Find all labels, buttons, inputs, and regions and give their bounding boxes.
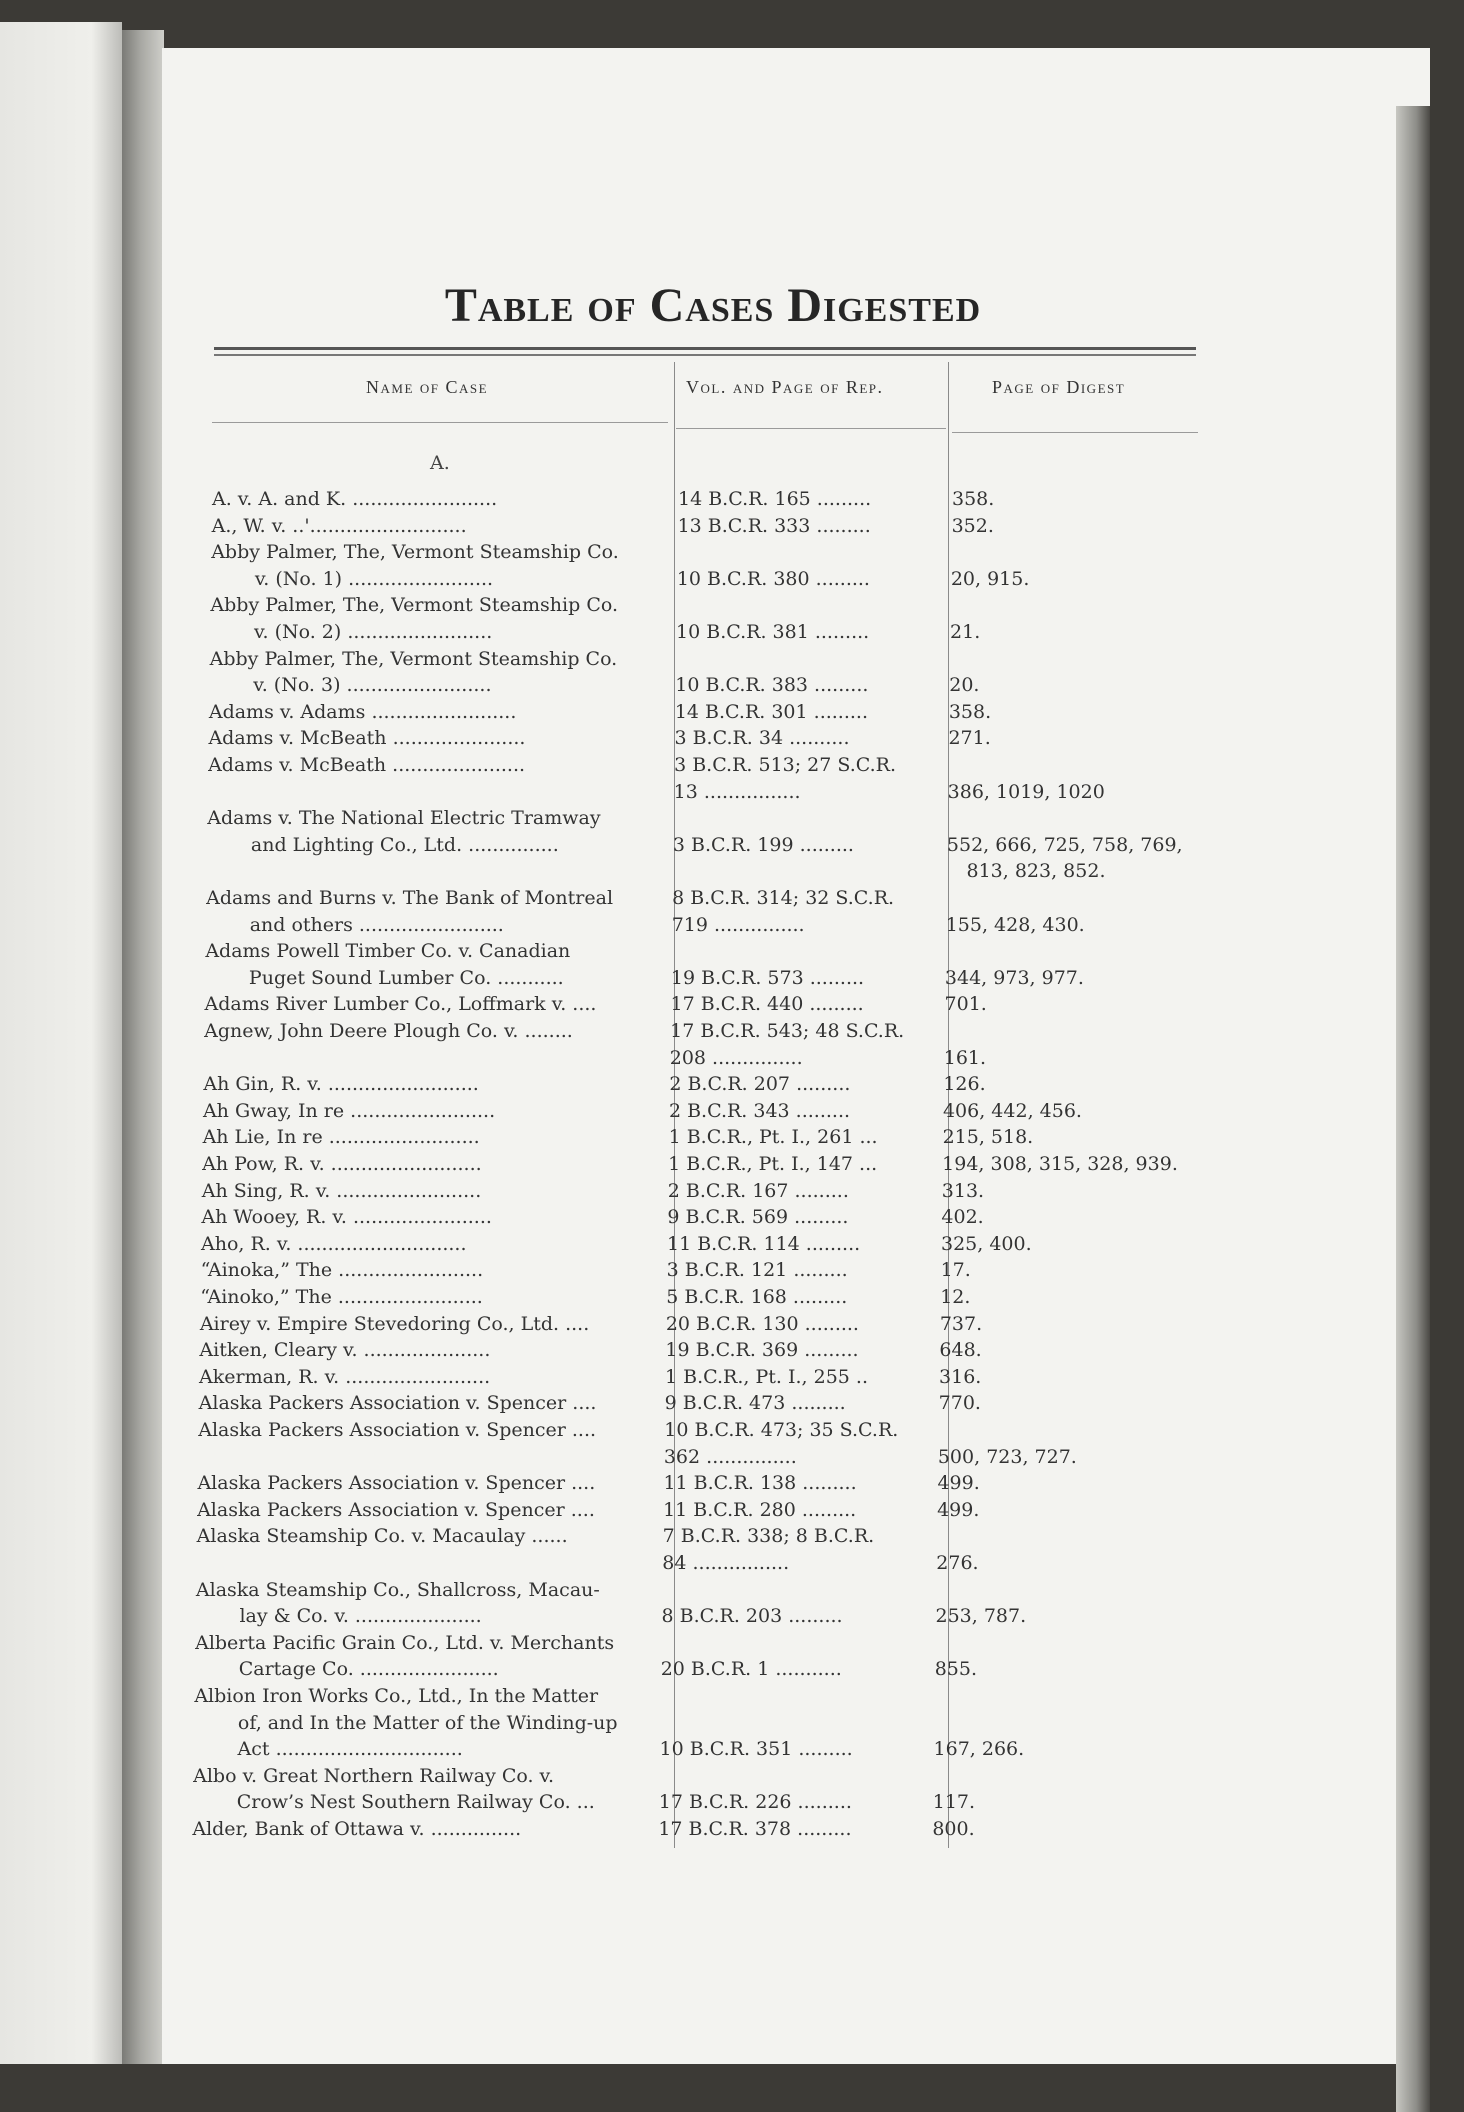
case-name: Abby Palmer, The, Vermont Steamship Co. xyxy=(211,541,619,563)
digest-page: 117. xyxy=(932,1791,976,1813)
report-reference: 17 B.C.R. 226 ......... xyxy=(658,1791,852,1813)
case-name: Crow’s Nest Southern Railway Co. ... xyxy=(236,1791,595,1813)
report-reference: 13 B.C.R. 333 ......... xyxy=(677,515,871,537)
case-name: Alaska Steamship Co., Shallcross, Macau- xyxy=(195,1579,600,1601)
case-name: Cartage Co. ....................... xyxy=(238,1658,499,1680)
case-name: Akerman, R. v. ........................ xyxy=(199,1366,491,1388)
digest-page: 499. xyxy=(937,1472,980,1494)
case-name: v. (No. 1) ........................ xyxy=(254,568,494,590)
case-name: Alaska Packers Association v. Spencer .... xyxy=(198,1419,597,1441)
digest-page: 276. xyxy=(936,1552,979,1574)
report-reference: 719 ............... xyxy=(671,914,805,936)
book-gutter xyxy=(122,30,164,2064)
digest-page: 500, 723, 727. xyxy=(937,1446,1077,1468)
case-name: and others ........................ xyxy=(249,914,504,936)
digest-page: 313. xyxy=(941,1180,985,1202)
report-reference: 9 B.C.R. 569 ......... xyxy=(667,1206,849,1228)
report-reference: 8 B.C.R. 203 ......... xyxy=(661,1605,843,1627)
case-name: Aitken, Cleary v. ..................... xyxy=(199,1339,491,1361)
case-name: Albo v. Great Northern Railway Co. v. xyxy=(193,1765,555,1787)
digest-page: 21. xyxy=(950,621,981,643)
case-name: and Lighting Co., Ltd. ............... xyxy=(250,834,559,856)
case-name: Alberta Pacific Grain Co., Ltd. v. Merchants xyxy=(195,1632,615,1654)
digest-page: 126. xyxy=(943,1073,986,1095)
case-name: of, and In the Matter of the Winding-up xyxy=(237,1712,618,1734)
case-name: Act ............................... xyxy=(237,1738,463,1760)
digest-page: 648. xyxy=(939,1339,982,1361)
digest-page: 316. xyxy=(939,1366,982,1388)
case-name: Ah Gin, R. v. ......................... xyxy=(203,1073,479,1095)
digest-page: 161. xyxy=(943,1047,987,1069)
digest-page: 155, 428, 430. xyxy=(945,914,1085,936)
digest-page: 800. xyxy=(932,1818,975,1840)
report-reference: 3 B.C.R. 199 ......... xyxy=(672,834,854,856)
page-edge xyxy=(1396,106,1430,2112)
digest-page: 20. xyxy=(949,674,980,696)
digest-page: 17. xyxy=(940,1259,971,1281)
digest-page: 358. xyxy=(948,701,992,723)
digest-page: 770. xyxy=(938,1392,981,1414)
header-rule-case xyxy=(212,422,668,423)
case-name: v. (No. 2) ........................ xyxy=(254,621,493,643)
digest-page: 701. xyxy=(944,993,987,1015)
report-reference: 2 B.C.R. 167 ......... xyxy=(667,1180,849,1202)
report-reference: 10 B.C.R. 383 ......... xyxy=(675,674,869,696)
report-reference: 3 B.C.R. 121 ......... xyxy=(666,1259,848,1281)
column-header-digest: Page of Digest xyxy=(992,377,1126,397)
report-reference: 17 B.C.R. 378 ......... xyxy=(658,1818,852,1840)
case-name: A. v. A. and K. ........................ xyxy=(212,488,498,510)
digest-page: 271. xyxy=(948,727,991,749)
case-name: Abby Palmer, The, Vermont Steamship Co. xyxy=(210,594,619,616)
report-reference: 10 B.C.R. 473; 35 S.C.R. xyxy=(664,1419,899,1441)
case-name: Adams River Lumber Co., Loffmark v. .... xyxy=(204,993,597,1015)
column-header-case: Name of Case xyxy=(366,377,489,397)
report-reference: 13 ................ xyxy=(673,781,801,803)
digest-page: 813, 823, 852. xyxy=(966,860,1106,882)
report-reference: 17 B.C.R. 543; 48 S.C.R. xyxy=(670,1020,905,1042)
report-reference: 14 B.C.R. 301 ......... xyxy=(674,701,869,723)
report-reference: 3 B.C.R. 34 .......... xyxy=(674,727,850,749)
case-name: Ah Pow, R. v. ......................... xyxy=(202,1153,482,1175)
digest-page: 552, 666, 725, 758, 769, xyxy=(946,834,1183,856)
case-name: Airey v. Empire Stevedoring Co., Ltd. .... xyxy=(199,1313,590,1335)
digest-page: 194, 308, 315, 328, 939. xyxy=(942,1153,1178,1175)
digest-page: 12. xyxy=(940,1286,971,1308)
case-name: Abby Palmer, The, Vermont Steamship Co. xyxy=(209,648,618,670)
case-name: Adams v. McBeath ...................... xyxy=(208,727,526,749)
report-reference: 10 B.C.R. 351 ......... xyxy=(659,1738,853,1760)
report-reference: 10 B.C.R. 381 ......... xyxy=(676,621,870,643)
column-header-rep: Vol. and Page of Rep. xyxy=(686,377,884,397)
case-name: “Ainoko,” The ........................ xyxy=(200,1286,483,1308)
digest-page: 215, 518. xyxy=(942,1126,1034,1148)
digest-page: 402. xyxy=(941,1206,984,1228)
report-reference: 3 B.C.R. 513; 27 S.C.R. xyxy=(674,754,897,776)
case-name: v. (No. 3) ........................ xyxy=(253,674,492,696)
title-rule-thin xyxy=(214,354,1196,356)
digest-page: 499. xyxy=(937,1499,980,1521)
report-reference: 1 B.C.R., Pt. I., 261 ... xyxy=(668,1126,878,1148)
case-name: “Ainoka,” The ........................ xyxy=(200,1259,484,1281)
report-reference: 10 B.C.R. 380 ......... xyxy=(676,568,870,590)
case-name: Alaska Steamship Co. v. Macaulay ...... xyxy=(196,1525,568,1547)
report-reference: 19 B.C.R. 573 ......... xyxy=(670,967,865,989)
case-name: Ah Gway, In re ........................ xyxy=(202,1100,496,1122)
report-reference: 2 B.C.R. 207 ......... xyxy=(669,1073,851,1095)
digest-page: 386, 1019, 1020 xyxy=(947,781,1105,803)
digest-page: 358. xyxy=(952,488,995,510)
report-reference: 1 B.C.R., Pt. I., 255 .. xyxy=(665,1366,868,1388)
case-name: Puget Sound Lumber Co. ........... xyxy=(248,967,564,989)
report-reference: 11 B.C.R. 138 ......... xyxy=(663,1472,857,1494)
case-name: Ah Lie, In re ......................... xyxy=(202,1126,480,1148)
case-name: Alder, Bank of Ottawa v. ............... xyxy=(192,1818,522,1840)
case-name: Ah Sing, R. v. ........................ xyxy=(201,1180,482,1202)
report-reference: 9 B.C.R. 473 ......... xyxy=(664,1392,846,1414)
digest-page: 253, 787. xyxy=(935,1605,1027,1627)
case-name: Aho, R. v. ............................ xyxy=(200,1233,467,1255)
report-reference: 1 B.C.R., Pt. I., 147 ... xyxy=(668,1153,878,1175)
header-rule-rep xyxy=(676,428,946,429)
case-name: Alaska Packers Association v. Spencer .... xyxy=(197,1499,595,1521)
report-reference: 84 ................ xyxy=(662,1552,790,1574)
report-reference: 17 B.C.R. 440 ......... xyxy=(670,993,864,1015)
report-reference: 5 B.C.R. 168 ......... xyxy=(666,1286,848,1308)
report-reference: 8 B.C.R. 314; 32 S.C.R. xyxy=(672,887,895,909)
case-name: lay & Co. v. ..................... xyxy=(239,1605,482,1627)
report-reference: 11 B.C.R. 280 ......... xyxy=(663,1499,857,1521)
digest-page: 855. xyxy=(934,1658,978,1680)
report-reference: 20 B.C.R. 130 ......... xyxy=(665,1313,859,1335)
report-reference: 20 B.C.R. 1 ........... xyxy=(660,1658,842,1680)
title-rule-thick xyxy=(214,347,1196,350)
facing-page xyxy=(0,22,122,2064)
case-name: Adams v. The National Electric Tramway xyxy=(207,807,601,829)
report-reference: 362 ............... xyxy=(663,1446,797,1468)
case-name: Adams and Burns v. The Bank of Montreal xyxy=(206,887,614,909)
digest-page: 352. xyxy=(951,515,994,537)
case-name: Adams Powell Timber Co. v. Canadian xyxy=(205,940,571,962)
case-name: Adams v. McBeath ...................... xyxy=(208,754,526,776)
header-rule-digest xyxy=(952,432,1198,433)
report-reference: 11 B.C.R. 114 ......... xyxy=(666,1233,861,1255)
digest-page: 406, 442, 456. xyxy=(942,1100,1082,1122)
section-letter: A. xyxy=(430,452,450,474)
report-reference: 19 B.C.R. 369 ......... xyxy=(665,1339,859,1361)
page-title: Table of Cases Digested xyxy=(444,279,982,332)
digest-page: 344, 973, 977. xyxy=(944,967,1084,989)
digest-page: 325, 400. xyxy=(940,1233,1032,1255)
report-reference: 208 ............... xyxy=(669,1047,803,1069)
report-reference: 7 B.C.R. 338; 8 B.C.R. xyxy=(662,1525,875,1547)
case-name: A., W. v. ..'.......................... xyxy=(211,515,467,537)
case-name: Alaska Packers Association v. Spencer .... xyxy=(197,1472,596,1494)
digest-page: 20, 915. xyxy=(950,568,1030,590)
case-name: Agnew, John Deere Plough Co. v. ........ xyxy=(204,1020,573,1042)
digest-page: 737. xyxy=(939,1313,983,1335)
case-name: Adams v. Adams ........................ xyxy=(208,701,517,723)
digest-page: 167, 266. xyxy=(933,1738,1025,1760)
report-reference: 14 B.C.R. 165 ......... xyxy=(678,488,872,510)
case-name: Ah Wooey, R. v. ....................... xyxy=(201,1206,492,1228)
case-name: Albion Iron Works Co., Ltd., In the Matter xyxy=(194,1685,599,1707)
case-name: Alaska Packers Association v. Spencer .... xyxy=(198,1392,597,1414)
report-reference: 2 B.C.R. 343 ......... xyxy=(668,1100,851,1122)
